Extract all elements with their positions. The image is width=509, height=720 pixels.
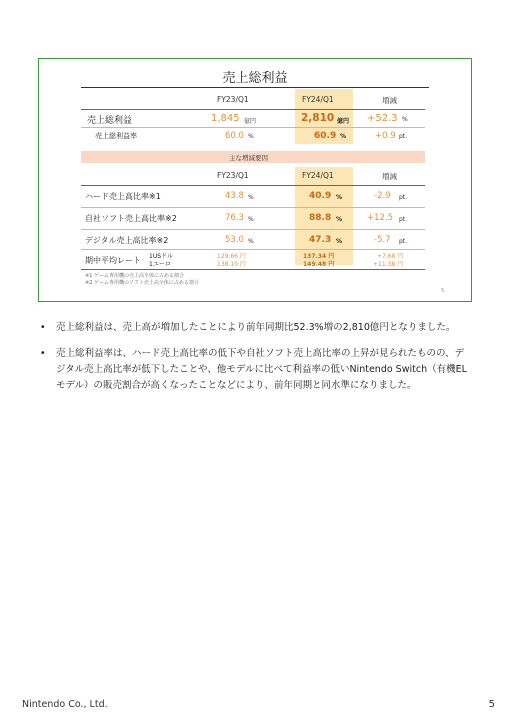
gross-profit-curr-unit: 億円 — [337, 118, 350, 125]
factor-change-unit-hardware: pt. — [399, 194, 408, 201]
col-header-prev-2: FY23/Q1 — [217, 171, 249, 180]
factor-change-hardware: -2.9 — [374, 191, 391, 201]
footnote-2: ※2 ゲーム専用機のソフト売上高全体に占める割合 — [85, 280, 199, 286]
gross-margin-prev-unit: % — [248, 133, 254, 140]
factor-prev-unit-first-party-software: % — [248, 216, 254, 223]
usd-rate-prev: 129.66 円 — [217, 253, 246, 260]
factor-change-first-party-software: +12.5 — [367, 213, 394, 223]
col-header-change-2: 増減 — [382, 172, 397, 181]
gross-margin-prev: 60.0 — [225, 131, 244, 141]
bullet-dot: • — [40, 348, 46, 359]
factor-divider-3 — [81, 249, 425, 250]
factor-label-hardware: ハード売上高比率※1 — [85, 192, 161, 201]
factor-curr-unit-hardware: % — [336, 194, 343, 201]
bullet-dot: • — [40, 322, 46, 333]
usd-rate-curr: 137.34 円 — [303, 253, 335, 260]
bullet-item — [40, 320, 470, 336]
factor-change-digital: -5.7 — [374, 235, 391, 245]
factors-header-divider — [81, 185, 425, 186]
slide-frame — [38, 58, 472, 302]
title-underline — [81, 87, 429, 88]
col-header-curr: FY24/Q1 — [302, 95, 334, 104]
factors-band-label: 主な増減要因 — [229, 154, 268, 162]
gross-profit-divider — [81, 127, 425, 128]
gross-margin-change: +0.9 — [375, 131, 396, 141]
factor-change-unit-first-party-software: pt. — [399, 216, 408, 223]
col-header-prev: FY23/Q1 — [217, 95, 249, 104]
factor-curr-unit-first-party-software: % — [336, 216, 343, 223]
col-header-change: 増減 — [382, 96, 397, 105]
gross-profit-change: +52.3 — [367, 113, 398, 124]
eur-label: 1ユーロ — [149, 261, 171, 268]
gross-margin-curr-unit: % — [340, 133, 347, 140]
bullet-item — [40, 346, 470, 394]
factor-change-unit-digital: pt. — [399, 238, 408, 245]
factor-prev-unit-digital: % — [248, 238, 254, 245]
footnote-1: ※1 ゲーム専用機の売上高全体に占める割合 — [85, 273, 184, 279]
factor-prev-hardware: 43.8 — [225, 191, 244, 201]
footer-page-number: 5 — [488, 699, 495, 710]
factor-divider-1 — [81, 207, 425, 208]
eur-rate-change: +11.38 円 — [373, 261, 404, 268]
gross-profit-change-unit: % — [402, 116, 408, 123]
bullet-text-gross-profit: 売上総利益は、売上高が増加したことにより前年同期比52.3%増の2,810億円となりました。 — [56, 322, 456, 333]
header-divider — [81, 109, 425, 110]
eur-rate-prev: 138.10 円 — [217, 261, 246, 268]
usd-label: 1USドル — [149, 253, 174, 260]
factor-prev-first-party-software: 76.3 — [225, 213, 244, 223]
table-bottom-line — [81, 269, 425, 270]
factor-curr-hardware: 40.9 — [309, 191, 332, 201]
eur-rate-curr: 149.48 円 — [303, 261, 335, 268]
usd-rate-change: +7.68 円 — [377, 253, 404, 260]
gross-margin-curr: 60.9 — [314, 131, 337, 141]
exchange-rate-label: 期中平均レート — [85, 256, 141, 265]
slide-title: 売上総利益 — [222, 71, 288, 86]
gross-margin-label: 売上総利益率 — [95, 132, 137, 140]
gross-profit-prev: 1,845 — [211, 113, 240, 124]
factor-curr-digital: 47.3 — [309, 235, 332, 245]
factor-prev-unit-hardware: % — [248, 194, 254, 201]
factor-prev-digital: 53.0 — [225, 235, 244, 245]
factor-curr-first-party-software: 88.8 — [309, 213, 332, 223]
factor-divider-2 — [81, 229, 425, 230]
gross-profit-label: 売上総利益 — [87, 116, 133, 126]
gross-margin-change-unit: pt. — [399, 133, 408, 140]
factor-curr-unit-digital: % — [336, 238, 343, 245]
gross-profit-prev-unit: 億円 — [244, 118, 257, 125]
slide-page-number: 5 — [441, 288, 445, 294]
bullet-text-gross-margin: 売上総利益率は、ハード売上高比率の低下や自社ソフト売上高比率の上昇が見られたものの、デジタル売上高比率が低下したことや、他モデルに比べて利益率の低いNintendo Switch（有機ELモデル）の販売割合が高くなったことなどにより、前年同期と同水準になりました。 — [56, 348, 467, 391]
commentary — [40, 320, 470, 404]
gross-profit-curr: 2,810 — [301, 112, 335, 124]
col-header-curr-2: FY24/Q1 — [302, 171, 334, 180]
factor-label-digital: デジタル売上高比率※2 — [85, 236, 169, 245]
factor-label-first-party-software: 自社ソフト売上高比率※2 — [85, 214, 177, 223]
footer-company: Nintendo Co., Ltd. — [22, 699, 108, 710]
